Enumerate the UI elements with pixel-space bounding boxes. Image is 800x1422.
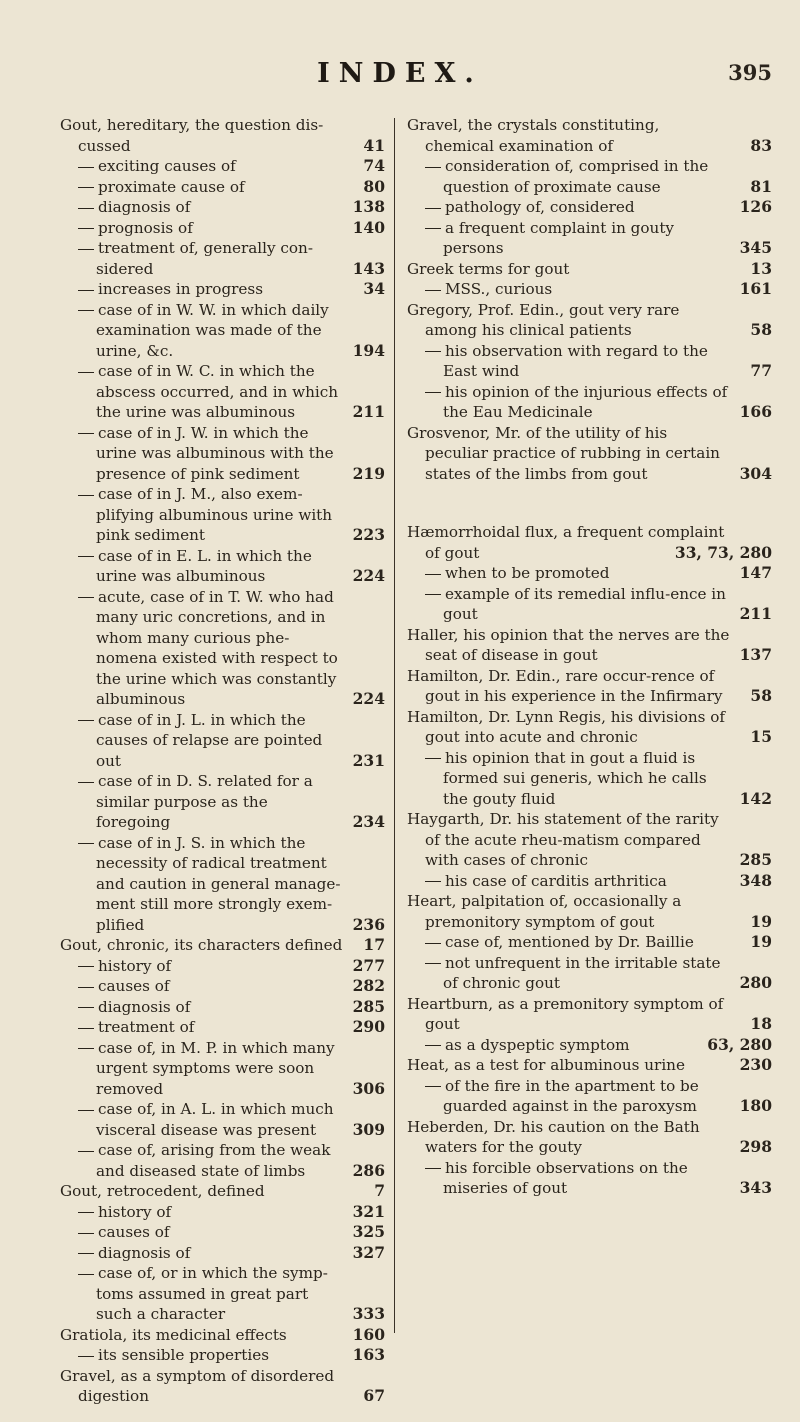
index-subentry <box>407 382 772 423</box>
entry-page-ref: 194 <box>352 340 385 360</box>
subentry-dash <box>425 1045 441 1046</box>
entry-text: case of in J. M., also exem-plifying albuminous urine with pink sediment <box>96 485 333 544</box>
subentry-dash <box>78 720 94 721</box>
section-gap <box>407 484 772 522</box>
subentry-dash <box>78 1048 94 1049</box>
entry-page-ref: 74 <box>363 156 385 175</box>
entry-text: case of in D. S. related for a similar purpose as the foregoing <box>96 772 313 831</box>
index-subentry <box>60 484 385 546</box>
entry-text: history of <box>98 1202 172 1221</box>
subentry-dash <box>78 966 94 967</box>
entry-text: his opinion of the injurious effects of the Eau Medicinale <box>443 382 728 421</box>
index-entry <box>60 1325 385 1346</box>
entry-text: acute, case of in T. W. who had many uric concretions, and in whom many curious phe-nomena existed with respect to the urine which was constantly albuminous <box>96 587 338 708</box>
subentry-dash <box>78 843 94 844</box>
column-divider <box>394 118 395 1333</box>
entry-text: case of, in A. L. in which much visceral disease was present <box>96 1100 334 1139</box>
index-subentry <box>60 956 385 977</box>
entry-page-ref: 333 <box>352 1304 385 1323</box>
index-subentry <box>60 177 385 198</box>
index-subentry <box>407 1076 772 1117</box>
entry-text: of the fire in the apartment to be guarded against in the paroxysm <box>443 1076 699 1115</box>
entry-text: pathology of, considered <box>445 198 635 216</box>
subentry-dash <box>78 987 94 988</box>
subentry-dash <box>78 433 94 434</box>
entry-text: a frequent complaint in gouty persons <box>443 218 675 257</box>
index-subentry <box>60 997 385 1018</box>
entry-page-ref: 19 <box>750 932 772 951</box>
index-subentry <box>60 423 385 485</box>
entry-text: Heberden, Dr. his caution on the Bath waters for the gouty <box>407 1117 700 1156</box>
entry-text: Gout, chronic, its characters defined <box>60 936 343 954</box>
index-subentry <box>407 584 772 625</box>
entry-page-ref: 304 <box>739 463 772 483</box>
entry-page-ref: 18 <box>750 1014 772 1033</box>
entry-page-ref: 137 <box>739 645 772 664</box>
entry-page-ref: 282 <box>352 976 385 995</box>
entry-text: Heat, as a test for albuminous urine <box>407 1056 685 1074</box>
entry-page-ref: 163 <box>352 1345 385 1364</box>
subentry-dash <box>78 208 94 209</box>
entry-page-ref: 15 <box>750 727 772 746</box>
entry-text: exciting causes of <box>98 157 236 175</box>
entry-page-ref: 58 <box>750 686 772 705</box>
entry-text: its sensible properties <box>98 1346 270 1364</box>
index-entry <box>407 259 772 280</box>
entry-text: Gout, hereditary, the question dis-cussed <box>60 116 324 155</box>
subentry-dash <box>78 167 94 168</box>
entry-page-ref: 81 <box>750 176 772 196</box>
index-subentry <box>407 218 772 259</box>
index-subentry <box>60 1099 385 1140</box>
entry-page-ref: 285 <box>739 850 772 869</box>
index-subentry <box>60 710 385 772</box>
index-entry <box>60 115 385 156</box>
subentry-dash <box>425 594 441 595</box>
subentry-dash <box>425 351 441 352</box>
entry-text: not unfrequent in the irritable state of chronic gout <box>443 953 721 992</box>
subentry-dash <box>425 290 441 291</box>
entry-page-ref: 223 <box>352 525 385 544</box>
entry-page-ref: 231 <box>352 750 385 770</box>
entry-text: case of, arising from the weak and diseased state of limbs <box>96 1141 331 1180</box>
subentry-dash <box>425 1086 441 1087</box>
entry-text: example of its remedial influ-ence in gout <box>443 584 726 623</box>
entry-page-ref: 83 <box>750 135 772 155</box>
index-entry <box>407 809 772 871</box>
index-subentry <box>60 1345 385 1366</box>
index-subentry <box>60 218 385 239</box>
index-entry <box>407 994 772 1035</box>
entry-page-ref: 63, 280 <box>707 1034 772 1054</box>
index-entry <box>407 115 772 156</box>
index-entry <box>407 423 772 485</box>
index-subentry <box>60 587 385 710</box>
subentry-dash <box>425 758 441 759</box>
entry-page-ref: 234 <box>352 812 385 831</box>
entry-page-ref: 142 <box>739 788 772 808</box>
index-entry <box>407 666 772 707</box>
entry-page-ref: 211 <box>739 604 772 623</box>
entry-page-ref: 67 <box>363 1386 385 1405</box>
index-subentry <box>60 300 385 362</box>
index-column-right <box>407 115 772 1199</box>
entry-text: causes of <box>98 1223 170 1241</box>
entry-text: diagnosis of <box>98 997 191 1016</box>
entry-page-ref: 19 <box>750 911 772 931</box>
subentry-dash <box>78 187 94 188</box>
index-entry <box>407 300 772 341</box>
entry-text: Gratiola, its medicinal effects <box>60 1325 287 1344</box>
subentry-dash <box>78 1233 94 1234</box>
entry-page-ref: 345 <box>739 238 772 257</box>
entry-page-ref: 280 <box>739 973 772 992</box>
subentry-dash <box>78 1028 94 1029</box>
entry-page-ref: 13 <box>750 258 772 278</box>
entry-page-ref: 277 <box>352 955 385 975</box>
index-subentry <box>407 156 772 197</box>
entry-page-ref: 230 <box>739 1055 772 1074</box>
entry-text: case of in J. S. in which the necessity of radical treatment and caution in general manage-ment still more strongly exem-plified <box>96 833 341 934</box>
entry-page-ref: 41 <box>363 135 385 155</box>
subentry-dash <box>425 943 441 944</box>
subentry-dash <box>78 372 94 373</box>
entry-text: case of in W. C. in which the abscess occurred, and in which the urine was albuminous <box>96 362 339 421</box>
index-subentry <box>60 238 385 279</box>
entry-page-ref: 290 <box>352 1017 385 1036</box>
subentry-dash <box>425 228 441 229</box>
index-subentry <box>407 748 772 810</box>
index-subentry <box>60 546 385 587</box>
entry-text: his observation with regard to the East wind <box>443 341 708 380</box>
entry-text: Gravel, as a symptom of disordered digestion <box>60 1366 335 1405</box>
subentry-dash <box>78 310 94 311</box>
index-entry <box>407 1055 772 1076</box>
entry-text: his opinion that in gout a fluid is formed sui generis, which he calls the gouty fluid <box>443 748 707 808</box>
subentry-dash <box>78 1110 94 1111</box>
entry-text: Hamilton, Dr. Edin., rare occur-rence of gout in his experience in the Infirmary <box>407 666 723 705</box>
index-subentry <box>60 1140 385 1181</box>
index-entry <box>407 522 772 563</box>
index-subentry <box>60 1038 385 1100</box>
index-entry <box>407 891 772 932</box>
entry-page-ref: 147 <box>739 563 772 582</box>
subentry-dash <box>78 1274 94 1275</box>
index-subentry <box>60 1017 385 1038</box>
subentry-dash <box>78 495 94 496</box>
entry-page-ref: 143 <box>352 258 385 278</box>
entry-page-ref: 236 <box>352 914 385 934</box>
entry-page-ref: 224 <box>352 689 385 708</box>
index-entry <box>60 1366 385 1407</box>
subentry-dash <box>78 1151 94 1152</box>
index-subentry <box>407 279 772 300</box>
subentry-dash <box>425 574 441 575</box>
subentry-dash <box>425 1168 441 1169</box>
subentry-dash <box>78 1253 94 1254</box>
entry-page-ref: 286 <box>352 1160 385 1180</box>
index-subentry <box>60 156 385 177</box>
index-subentry <box>60 279 385 300</box>
subentry-dash <box>425 208 441 209</box>
entry-page-ref: 7 <box>374 1181 385 1200</box>
index-column-left <box>60 115 385 1407</box>
index-subentry <box>407 563 772 584</box>
index-subentry <box>60 361 385 423</box>
entry-text: Gregory, Prof. Edin., gout very rare among his clinical patients <box>407 300 680 339</box>
entry-page-ref: 325 <box>352 1222 385 1241</box>
subentry-dash <box>78 249 94 250</box>
entry-text: case of, mentioned by Dr. Baillie <box>445 933 694 951</box>
subentry-dash <box>425 392 441 393</box>
index-subentry <box>407 197 772 218</box>
entry-text: Hæmorrhoidal flux, a frequent complaint of gout <box>407 523 725 562</box>
index-subentry <box>407 953 772 994</box>
index-entry <box>60 1181 385 1202</box>
subentry-dash <box>78 228 94 229</box>
entry-page-ref: 327 <box>352 1242 385 1262</box>
index-subentry <box>60 833 385 936</box>
subentry-dash <box>78 1356 94 1357</box>
index-subentry <box>407 932 772 953</box>
index-subentry <box>60 1263 385 1325</box>
index-subentry <box>60 197 385 218</box>
index-subentry <box>407 1035 772 1056</box>
subentry-dash <box>425 167 441 168</box>
index-entry <box>407 1117 772 1158</box>
entry-page-ref: 224 <box>352 566 385 585</box>
entry-page-ref: 58 <box>750 320 772 339</box>
page-number: 395 <box>728 60 772 85</box>
entry-text: treatment of <box>98 1018 195 1036</box>
entry-page-ref: 34 <box>363 279 385 298</box>
subentry-dash <box>78 290 94 291</box>
index-subentry <box>407 341 772 382</box>
subentry-dash <box>78 556 94 557</box>
index-subentry <box>60 1222 385 1243</box>
entry-page-ref: 348 <box>739 870 772 890</box>
entry-text: consideration of, comprised in the question of proximate cause <box>443 157 709 196</box>
entry-text: diagnosis of <box>98 1243 191 1262</box>
entry-page-ref: 343 <box>739 1178 772 1197</box>
entry-text: when to be promoted <box>445 564 610 582</box>
entry-page-ref: 180 <box>739 1096 772 1115</box>
entry-text: Gout, retrocedent, defined <box>60 1182 265 1200</box>
entry-page-ref: 309 <box>352 1119 385 1139</box>
subentry-dash <box>78 1212 94 1213</box>
entry-page-ref: 126 <box>739 197 772 216</box>
entry-page-ref: 219 <box>352 463 385 483</box>
entry-text: prognosis of <box>98 218 193 237</box>
entry-page-ref: 285 <box>352 996 385 1016</box>
index-subentry <box>60 1243 385 1264</box>
entry-text: causes of <box>98 977 170 995</box>
entry-page-ref: 166 <box>739 402 772 421</box>
subentry-dash <box>78 1007 94 1008</box>
entry-page-ref: 80 <box>363 176 385 196</box>
index-subentry <box>60 1202 385 1223</box>
entry-text: Hamilton, Dr. Lynn Regis, his divisions of gout into acute and chronic <box>407 707 726 746</box>
entry-text: Gravel, the crystals constituting, chemical examination of <box>407 116 660 155</box>
entry-page-ref: 298 <box>739 1137 772 1156</box>
entry-page-ref: 211 <box>352 402 385 421</box>
entry-page-ref: 306 <box>352 1078 385 1098</box>
entry-text: case of, or in which the symp-toms assumed in great part such a character <box>96 1264 328 1323</box>
index-subentry <box>60 771 385 833</box>
entry-text: Heartburn, as a premonitory symptom of gout <box>407 994 724 1033</box>
entry-text: increases in progress <box>98 280 264 298</box>
subentry-dash <box>78 782 94 783</box>
subentry-dash <box>425 963 441 964</box>
entry-page-ref: 33, 73, 280 <box>674 542 772 562</box>
entry-text: as a dyspeptic symptom <box>445 1035 630 1054</box>
index-entry <box>60 935 385 956</box>
entry-page-ref: 160 <box>352 1324 385 1344</box>
entry-page-ref: 161 <box>739 279 772 298</box>
subentry-dash <box>78 597 94 598</box>
entry-text: case of in W. W. in which daily examination was made of the urine, &c. <box>96 300 329 360</box>
entry-page-ref: 138 <box>352 197 385 216</box>
entry-text: case of in J. W. in which the urine was albuminous with the presence of pink sediment <box>96 423 334 483</box>
entry-text: case of, in M. P. in which many urgent symptoms were soon removed <box>96 1038 335 1098</box>
index-entry <box>407 625 772 666</box>
entry-text: diagnosis of <box>98 198 191 216</box>
index-subentry <box>407 1158 772 1199</box>
entry-text: Heart, palpitation of, occasionally a premonitory symptom of gout <box>407 892 682 931</box>
entry-text: case of in J. L. in which the causes of relapse are pointed out <box>96 710 323 770</box>
entry-text: proximate cause of <box>98 177 245 196</box>
entry-text: Greek terms for gout <box>407 259 570 278</box>
entry-text: Haller, his opinion that the nerves are the seat of disease in gout <box>407 625 730 664</box>
entry-text: Grosvenor, Mr. of the utility of his peculiar practice of rubbing in certain states of the limbs from gout <box>407 423 720 483</box>
entry-page-ref: 77 <box>750 361 772 380</box>
page-header <box>0 58 800 92</box>
entry-text: Haygarth, Dr. his statement of the rarity of the acute rheu-matism compared with cases of chronic <box>407 810 719 869</box>
entry-page-ref: 140 <box>352 217 385 237</box>
entry-text: his forcible observations on the miseries of gout <box>443 1158 688 1197</box>
entry-page-ref: 321 <box>352 1201 385 1221</box>
entry-text: MSS., curious <box>445 280 553 298</box>
entry-text: history of <box>98 956 172 975</box>
entry-text: his case of carditis arthritica <box>445 871 667 890</box>
index-subentry <box>407 871 772 892</box>
subentry-dash <box>425 881 441 882</box>
entry-text: treatment of, generally con-sidered <box>96 239 313 278</box>
entry-text: case of in E. L. in which the urine was albuminous <box>96 546 312 585</box>
entry-page-ref: 17 <box>363 935 385 954</box>
index-entry <box>407 707 772 748</box>
page-title: INDEX. <box>317 58 483 89</box>
index-subentry <box>60 976 385 997</box>
